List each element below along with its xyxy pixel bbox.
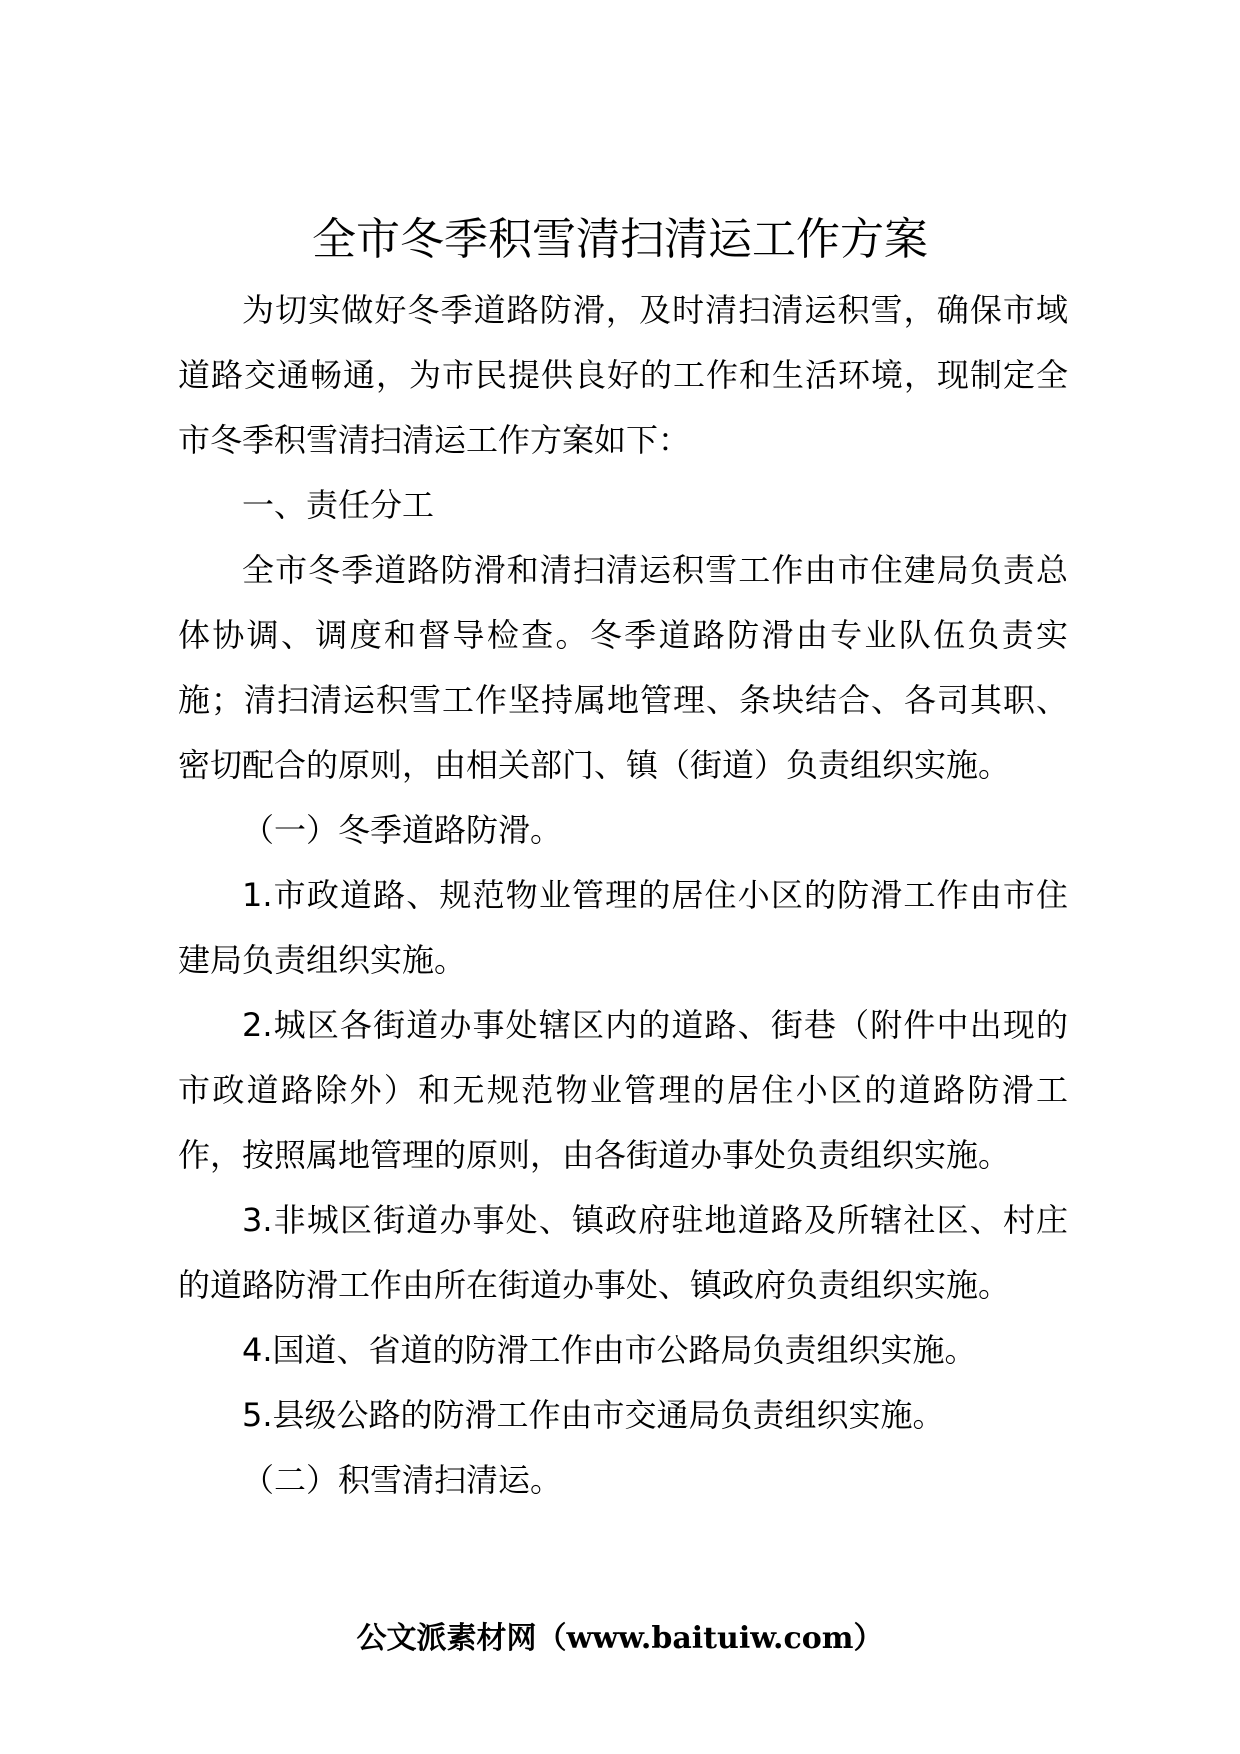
subsection-heading: （二）积雪清扫清运。 [242, 1461, 563, 1499]
list-item: 4.国道、省道的防滑工作由市公路局负责组织实施。 [242, 1331, 977, 1369]
document-body [178, 278, 1068, 1513]
list-item: 3.非城区街道办事处、镇政府驻地道路及所辖社区、村庄的道路防滑工作由所在街道办事处、镇政府负责组织实施。 [178, 1201, 1068, 1304]
document-title: 全市冬季积雪清扫清运工作方案 [312, 214, 928, 265]
footer-watermark: 公文派素材网（www.baituiw.com） [356, 1621, 884, 1656]
subsection-heading: （一）冬季道路防滑。 [242, 811, 563, 849]
list-item: 5.县级公路的防滑工作由市交通局负责组织实施。 [242, 1396, 945, 1434]
list-item: 2.城区各街道办事处辖区内的道路、街巷（附件中出现的市政道路除外）和无规范物业管理的居住小区的道路防滑工作，按照属地管理的原则，由各街道办事处负责组织实施。 [178, 1006, 1068, 1174]
list-item: 1.市政道路、规范物业管理的居住小区的防滑工作由市住建局负责组织实施。 [178, 876, 1068, 979]
section-heading: 一、责任分工 [242, 486, 435, 524]
paragraph: 全市冬季道路防滑和清扫清运积雪工作由市住建局负责总体协调、调度和督导检查。冬季道路防滑由专业队伍负责实施；清扫清运积雪工作坚持属地管理、条块结合、各司其职、密切配合的原则，由相关部门、镇（街道）负责组织实施。 [178, 551, 1068, 784]
paragraph-intro: 为切实做好冬季道路防滑，及时清扫清运积雪，确保市域道路交通畅通，为市民提供良好的工作和生活环境，现制定全市冬季积雪清扫清运工作方案如下： [178, 291, 1068, 459]
